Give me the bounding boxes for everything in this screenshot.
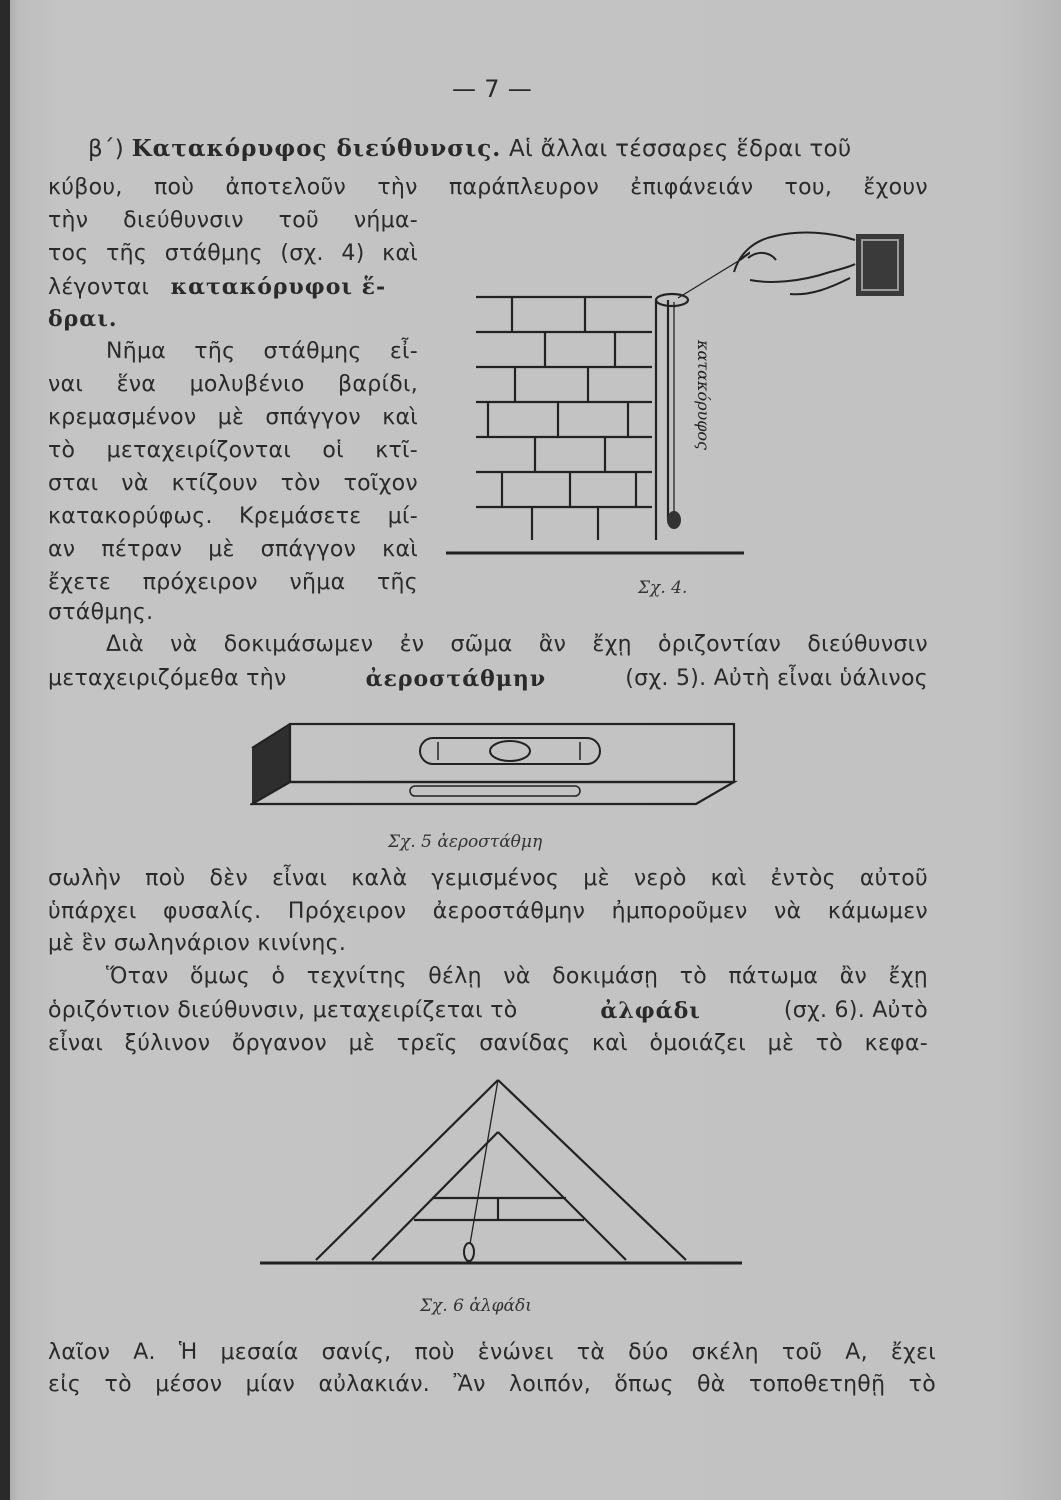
para1-line5 bbox=[48, 274, 386, 301]
para3-line2-start: μεταχειριζόμεθα τὴν bbox=[48, 666, 287, 691]
para5-line2-end: (σχ. 6). Αὐτὸ bbox=[783, 998, 928, 1023]
para5-line2 bbox=[48, 998, 928, 1024]
term-spirit-level: ἀεροστάθμην bbox=[365, 666, 547, 692]
para3-line1: Διὰ νὰ δοκιμάσωμεν ἐν σῶμα ἂν ἔχῃ ὁριζοντίαν διεύθυνσιν bbox=[106, 632, 928, 657]
para5-line3: εἶναι ξύλινον ὄργανον μὲ τρεῖς σανίδας καὶ ὁμοιάζει μὲ τὸ κεφα- bbox=[48, 1031, 928, 1056]
para2-line: αν πέτραν μὲ σπάγγον καὶ bbox=[48, 537, 418, 562]
term-alfadi: ἀλφάδι bbox=[600, 998, 701, 1024]
figure-5-caption: Σχ. 5 ἀεροστάθμη bbox=[388, 832, 543, 852]
book-spine-edge bbox=[0, 0, 10, 1500]
para1-line6: δραι. bbox=[48, 306, 118, 332]
para2-line: ἔχετε πρόχειρον νῆμα τῆς bbox=[48, 570, 418, 595]
figure-6-caption: Σχ. 6 ἀλφάδι bbox=[420, 1296, 532, 1316]
para1-line2: κύβου, ποὺ ἀποτελοῦν τὴν παράπλευρον ἐπιφάνειάν του, ἔχουν bbox=[48, 175, 928, 200]
figure-6-a-frame-level bbox=[256, 1074, 746, 1274]
para4-line2: ὑπάρχει φυσαλίς. Πρόχειρον ἀεροστάθμην ἠμποροῦμεν νὰ κάμωμεν bbox=[48, 899, 928, 924]
para2-line: κατακορύφως. Κρεμάσετε μί- bbox=[48, 504, 418, 529]
figure-5-spirit-level bbox=[250, 718, 740, 818]
para2-line: ναι ἕνα μολυβένιο βαρίδι, bbox=[48, 372, 418, 397]
para2-line: τὸ μεταχειρίζονται οἱ κτῖ- bbox=[48, 438, 418, 463]
para2-line: κρεμασμένον μὲ σπάγγον καὶ bbox=[48, 405, 418, 430]
para6-line1: λαῖον Α. Ἡ μεσαία σανίς, ποὺ ἑνώνει τὰ δύο σκέλη τοῦ Α, ἔχει bbox=[48, 1340, 936, 1365]
para2-line: στάθμης. bbox=[48, 600, 154, 625]
para3-line2 bbox=[48, 666, 928, 692]
figure-4-ground bbox=[446, 550, 746, 556]
figure-4-caption: Σχ. 4. bbox=[638, 578, 688, 598]
para1-line5-start: λέγονται bbox=[48, 275, 150, 300]
term-vertical-faces: κατακόρυφοι ἕ- bbox=[170, 274, 387, 300]
para2-line: σται νὰ κτίζουν τὸν τοῖχον bbox=[48, 471, 418, 496]
section-heading: Κατακόρυφος διεύθυνσις. bbox=[131, 135, 502, 162]
para1-line1-rest: Αἱ ἄλλαι τέσσαρες ἕδραι τοῦ bbox=[508, 136, 852, 162]
figure-4-plumb-line bbox=[440, 220, 750, 540]
para1-line3: τὴν διεύθυνσιν τοῦ νήμα- bbox=[48, 208, 418, 233]
item-prefix: β΄) bbox=[88, 136, 125, 162]
figure-4-hand bbox=[730, 222, 910, 302]
para3-line2-end: (σχ. 5). Αὐτὴ εἶναι ὑάλινος bbox=[625, 666, 928, 691]
para1-line4: τος τῆς στάθμης (σχ. 4) καὶ bbox=[48, 241, 418, 266]
para4-line3: μὲ ἓν σωληνάριον κινίνης. bbox=[48, 931, 347, 956]
para5-line1: Ὅταν ὅμως ὁ τεχνίτης θέλῃ νὰ δοκιμάσῃ τὸ πάτωμα ἂν ἔχῃ bbox=[106, 964, 928, 989]
para5-line2-start: ὁριζόντιον διεύθυνσιν, μεταχειρίζεται τὸ bbox=[48, 998, 518, 1023]
vertical-label: κατακόρυφος bbox=[694, 340, 713, 451]
para6-line2: εἰς τὸ μέσον μίαν αὐλακιάν. Ἂν λοιπόν, ὅπως θὰ τοποθετηθῇ τὸ bbox=[48, 1372, 936, 1397]
para1-line1 bbox=[88, 136, 852, 162]
para4-line1: σωλὴν ποὺ δὲν εἶναι καλὰ γεμισμένος μὲ νερὸ καὶ ἐντὸς αὐτοῦ bbox=[48, 866, 928, 891]
para2-line: Νῆμα τῆς στάθμης εἶ- bbox=[106, 339, 418, 364]
page-number: — 7 — bbox=[452, 75, 533, 103]
